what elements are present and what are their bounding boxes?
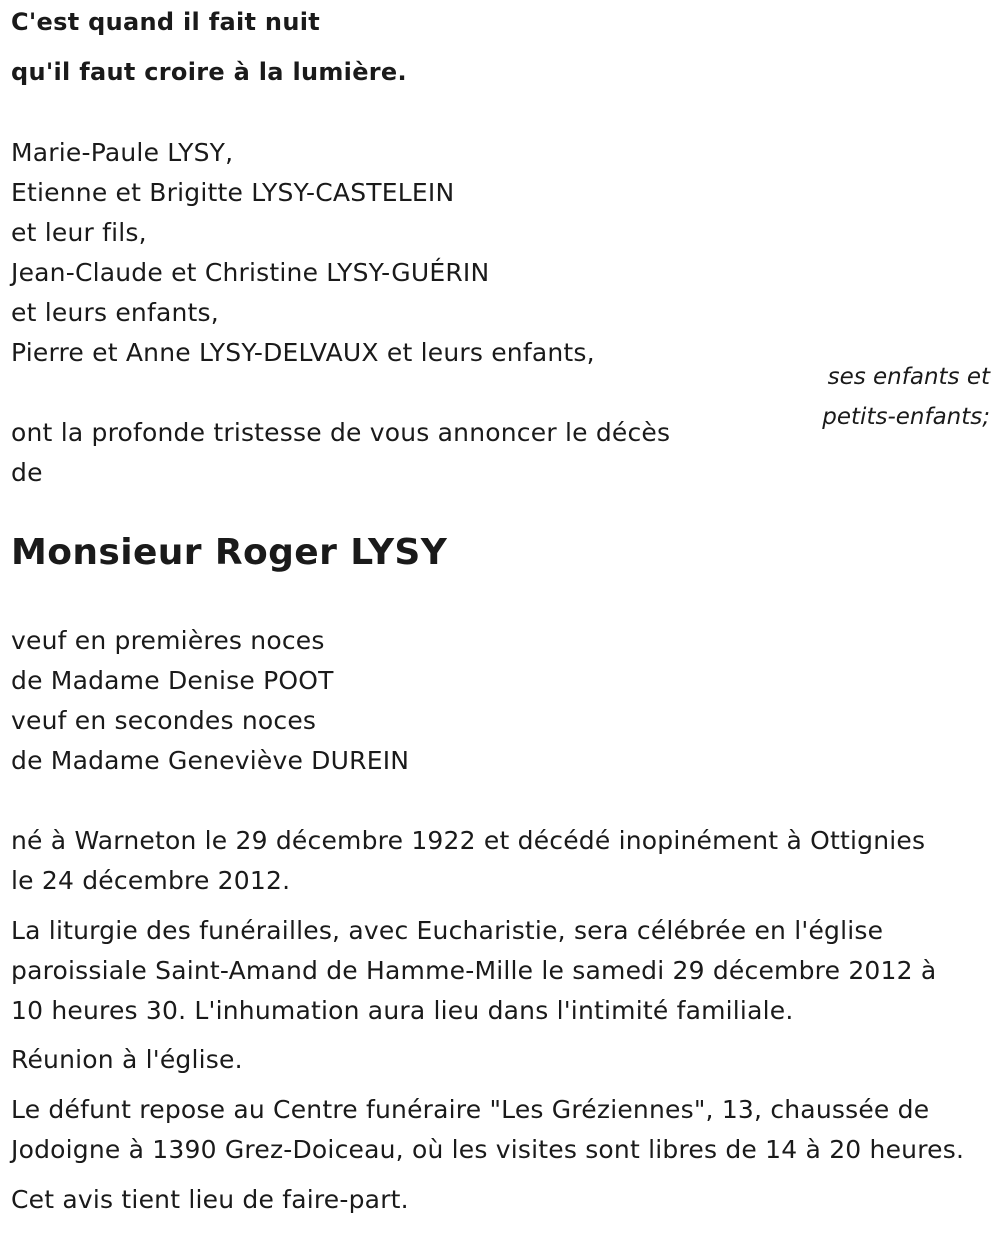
- liturgy-line-3: 10 heures 30. L'inhumation aura lieu dans l'intimité familiale.: [11, 996, 794, 1025]
- quote-line-2: qu'il faut croire à la lumière.: [11, 58, 407, 86]
- widow-line: de Madame Geneviève DUREIN: [11, 746, 410, 775]
- liturgy-line-1: La liturgie des funérailles, avec Eucharistie, sera célébrée en l'église: [11, 916, 884, 945]
- widow-line: de Madame Denise POOT: [11, 666, 334, 695]
- announcement-line-1: ont la profonde tristesse de vous annoncer le décès: [11, 418, 671, 447]
- widow-line: veuf en premières noces: [11, 626, 325, 655]
- repose-line-1: Le défunt repose au Centre funéraire "Les Gréziennes", 13, chaussée de: [11, 1095, 930, 1124]
- family-line: et leurs enfants,: [11, 298, 219, 327]
- quote-line-1: C'est quand il fait nuit: [11, 8, 321, 36]
- reunion-text: Réunion à l'église.: [11, 1045, 243, 1074]
- widow-line: veuf en secondes noces: [11, 706, 317, 735]
- family-line: Jean-Claude et Christine LYSY-GUÉRIN: [11, 258, 490, 287]
- relation-line-2: petits-enfants;: [822, 404, 990, 430]
- family-line: Etienne et Brigitte LYSY-CASTELEIN: [11, 178, 455, 207]
- family-line: Marie-Paule LYSY,: [11, 138, 234, 167]
- announcement-line-2: de: [11, 458, 43, 487]
- family-line: et leur fils,: [11, 218, 147, 247]
- closing-text: Cet avis tient lieu de faire-part.: [11, 1185, 409, 1214]
- birth-death-line-1: né à Warneton le 29 décembre 1922 et décédé inopinément à Ottignies: [11, 826, 926, 855]
- birth-death-line-2: le 24 décembre 2012.: [11, 866, 291, 895]
- liturgy-line-2: paroissiale Saint-Amand de Hamme-Mille le samedi 29 décembre 2012 à: [11, 956, 937, 985]
- repose-line-2: Jodoigne à 1390 Grez-Doiceau, où les visites sont libres de 14 à 20 heures.: [11, 1135, 965, 1164]
- family-line: Pierre et Anne LYSY-DELVAUX et leurs enfants,: [11, 338, 595, 367]
- relation-line-1: ses enfants et: [827, 364, 990, 390]
- deceased-name: Monsieur Roger LYSY: [11, 532, 448, 573]
